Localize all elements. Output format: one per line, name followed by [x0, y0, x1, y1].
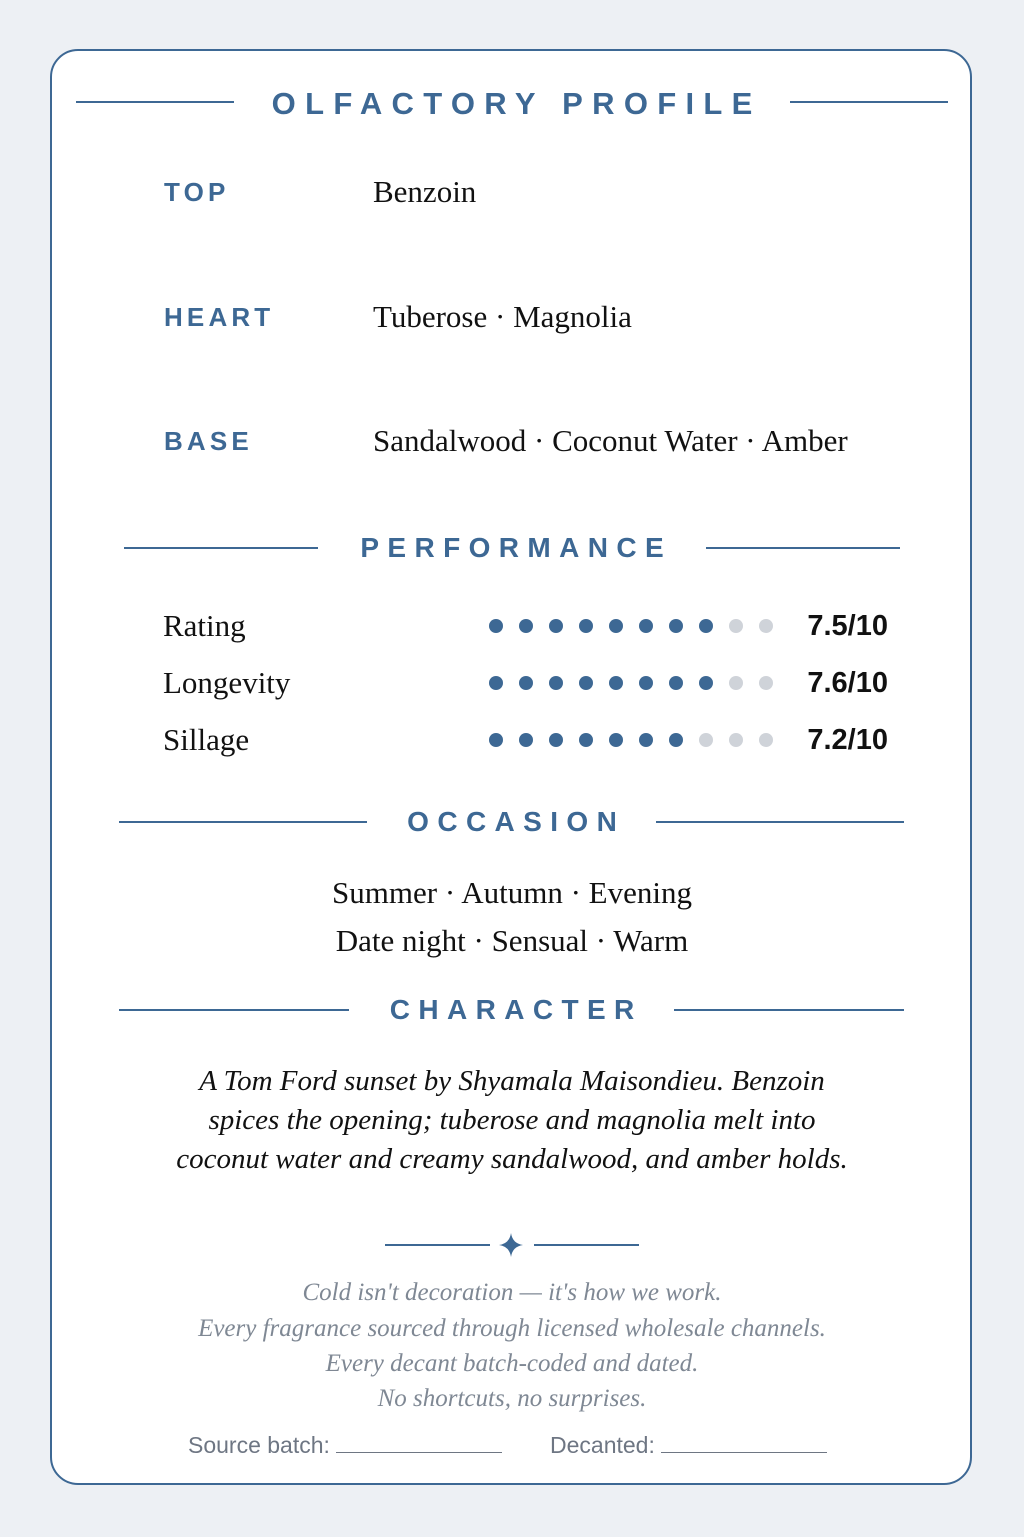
sillage-dots	[489, 733, 773, 747]
note-label-heart: HEART	[164, 302, 275, 332]
character-line-2: spices the opening; tuberose and magnolia melt into	[208, 1104, 816, 1136]
footer-line-3: Every decant batch-coded and dated.	[325, 1350, 699, 1377]
decanted-label: Decanted:	[550, 1432, 655, 1458]
longevity-score: 7.6/10	[807, 667, 888, 699]
rating-dot-filled	[549, 676, 563, 690]
character-text	[0, 1062, 1024, 1179]
rating-dot-filled	[579, 733, 593, 747]
character-line-3: coconut water and creamy sandalwood, and amber holds.	[176, 1143, 848, 1175]
source-batch-blank	[336, 1432, 502, 1453]
rating-dot-filled	[639, 619, 653, 633]
rating-dot-empty	[699, 733, 713, 747]
footer-line-4: No shortcuts, no surprises.	[377, 1385, 647, 1412]
rating-dot-filled	[579, 619, 593, 633]
performance-label-longevity: Longevity	[163, 665, 291, 700]
rating-dot-empty	[729, 619, 743, 633]
rating-dot-filled	[609, 733, 623, 747]
performance-title: PERFORMANCE	[360, 532, 673, 563]
rating-dot-filled	[699, 619, 713, 633]
note-label-top: TOP	[164, 177, 230, 207]
rating-dot-filled	[549, 733, 563, 747]
rating-dot-filled	[519, 733, 533, 747]
source-batch-field	[188, 1432, 502, 1457]
rating-dot-filled	[639, 733, 653, 747]
rating-dot-filled	[669, 676, 683, 690]
note-label-base: BASE	[164, 426, 253, 456]
ornament-rule-left	[385, 1244, 490, 1246]
note-value-top: Benzoin	[373, 174, 477, 209]
rating-dot-filled	[669, 619, 683, 633]
footer-line-2: Every fragrance sourced through licensed wholesale channels.	[198, 1315, 826, 1342]
occasion-line-1: Summer · Autumn · Evening	[332, 875, 692, 910]
ornament-rule-right	[534, 1244, 639, 1246]
rating-dot-empty	[729, 676, 743, 690]
occasion-line-2: Date night · Sensual · Warm	[335, 923, 689, 958]
decanted-blank	[661, 1432, 827, 1453]
rating-dot-filled	[489, 733, 503, 747]
rating-dot-filled	[609, 619, 623, 633]
profile-title: OLFACTORY PROFILE	[271, 86, 762, 121]
character-line-1: A Tom Ford sunset by Shyamala Maisondieu. Benzoin	[199, 1065, 825, 1097]
rating-dot-filled	[519, 676, 533, 690]
four-point-star-icon	[498, 1232, 524, 1258]
rating-dot-filled	[519, 619, 533, 633]
decanted-field	[550, 1432, 827, 1457]
rating-dot-filled	[639, 676, 653, 690]
occasion-title: OCCASION	[407, 806, 626, 837]
rating-dot-filled	[609, 676, 623, 690]
rating-dot-filled	[699, 676, 713, 690]
rating-dot-empty	[759, 733, 773, 747]
footer-line-1: Cold isn't decoration — it's how we work.	[302, 1279, 722, 1306]
character-title: CHARACTER	[389, 994, 643, 1025]
note-value-base: Sandalwood · Coconut Water · Amber	[373, 423, 848, 458]
performance-label-sillage: Sillage	[163, 722, 250, 757]
performance-label-rating: Rating	[163, 608, 246, 643]
longevity-dots	[489, 676, 773, 690]
source-batch-label: Source batch:	[188, 1432, 330, 1458]
rating-dot-empty	[729, 733, 743, 747]
rating-dot-filled	[579, 676, 593, 690]
rating-dot-filled	[489, 619, 503, 633]
rating-score: 7.5/10	[807, 610, 888, 642]
rating-dot-filled	[489, 676, 503, 690]
note-value-heart: Tuberose · Magnolia	[373, 299, 632, 334]
sillage-score: 7.2/10	[807, 724, 888, 756]
rating-dots	[489, 619, 773, 633]
rating-dot-filled	[549, 619, 563, 633]
profile-card	[50, 49, 972, 1485]
rating-dot-empty	[759, 619, 773, 633]
rating-dot-filled	[669, 733, 683, 747]
rating-dot-empty	[759, 676, 773, 690]
